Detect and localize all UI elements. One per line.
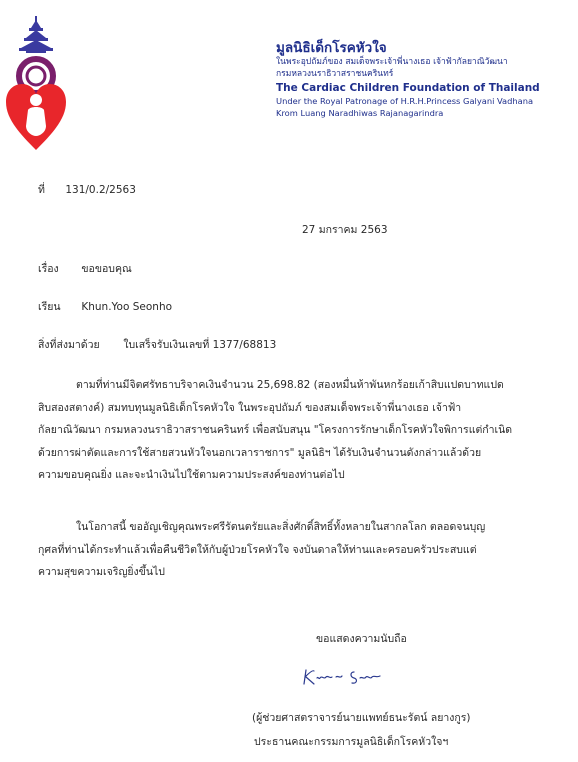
letter-date: 27 มกราคม 2563 xyxy=(302,224,388,236)
org-name-th: มูลนิธิเด็กโรคหัวใจ xyxy=(276,40,387,56)
paragraph-line: ในโอกาสนี้ ขออัญเชิญคุณพระศรีรัตนตรัยและสิ่งศักดิ์สิทธิ์ทั้งหลายในสากลโลก ตลอดจนบุญ xyxy=(76,521,486,533)
krom-th: กรมหลวงนราธิวาสราชนครินทร์ xyxy=(276,69,394,79)
paragraph-line: ความขอบคุณยิ่ง และจะนำเงินไปใช้ตามความประสงค์ของท่านต่อไป xyxy=(38,469,345,481)
signature-icon xyxy=(300,666,390,688)
body-paragraph-2 xyxy=(38,516,485,584)
paragraph-line: กุศลที่ท่านได้กระทำแล้วเพื่อคืนชีวิตให้กับผู้ป่วยโรคหัวใจ จงบันดาลให้ท่านและครอบครัวประสบแต่ xyxy=(38,543,477,556)
recipient-name: Khun.Yoo Seonho xyxy=(81,301,173,313)
patronage-en: Under the Royal Patronage of H.R.H.Princess Galyani Vadhana xyxy=(276,96,534,106)
subject-label: เรื่อง xyxy=(38,263,59,275)
signer-name: (ผู้ช่วยศาสตราจารย์นายแพทย์ธนะรัตน์ ลยางกูร) xyxy=(252,712,471,724)
body-paragraph-1 xyxy=(38,374,512,487)
paragraph-line: ด้วยการผ่าตัดและการใช้สายสวนหัวใจนอกเวลาราชการ" มูลนิธิฯ ได้รับเงินจำนวนดังกล่าวแล้วด้วย xyxy=(38,446,482,459)
subject-line xyxy=(38,262,132,276)
org-name-en: The Cardiac Children Foundation of Thailand xyxy=(276,82,540,94)
paragraph-line: กัลยาณิวัฒนา กรมหลวงนราธิวาสราชนครินทร์ เพื่อสนับสนุน "โครงการรักษาเด็กโรคหัวใจพิการแต่กำเนิด xyxy=(38,424,513,436)
signer-title: ประธานคณะกรรมการมูลนิธิเด็กโรคหัวใจฯ xyxy=(254,736,449,748)
patronage-th: ในพระอุปถัมภ์ของ สมเด็จพระเจ้าพี่นางเธอ เจ้าฟ้ากัลยาณิวัฒนา xyxy=(276,57,508,67)
enclosure-text: ใบเสร็จรับเงินเลขที่ 1377/68813 xyxy=(123,339,277,351)
enclosure-label: สิ่งที่ส่งมาด้วย xyxy=(38,339,100,351)
reference-label: ที่ xyxy=(38,184,45,196)
closing-text: ขอแสดงความนับถือ xyxy=(316,633,407,645)
subject-text: ขอขอบคุณ xyxy=(81,263,132,275)
reference-line xyxy=(38,183,136,197)
paragraph-line: ความสุขความเจริญยิ่งขึ้นไป xyxy=(38,566,165,578)
recipient-line xyxy=(38,300,172,314)
paragraph-line: ตามที่ท่านมีจิตศรัทธาบริจาคเงินจำนวน 25,698.82 (สองหมื่นห้าพันหกร้อยเก้าสิบแปดบาทแปด xyxy=(76,379,504,391)
reference-number: 131/0.2/2563 xyxy=(65,184,136,196)
krom-en: Krom Luang Naradhiwas Rajanagarindra xyxy=(276,108,444,118)
foundation-logo-icon xyxy=(4,14,68,160)
letterhead xyxy=(276,40,572,119)
paragraph-line: สิบสองสตางค์) สมทบทุนมูลนิธิเด็กโรคหัวใจ ในพระอุปถัมภ์ ของสมเด็จพระเจ้าพี่นางเธอ เจ้าฟ้า xyxy=(38,401,462,414)
recipient-label: เรียน xyxy=(38,301,61,313)
enclosure-line xyxy=(38,338,276,352)
